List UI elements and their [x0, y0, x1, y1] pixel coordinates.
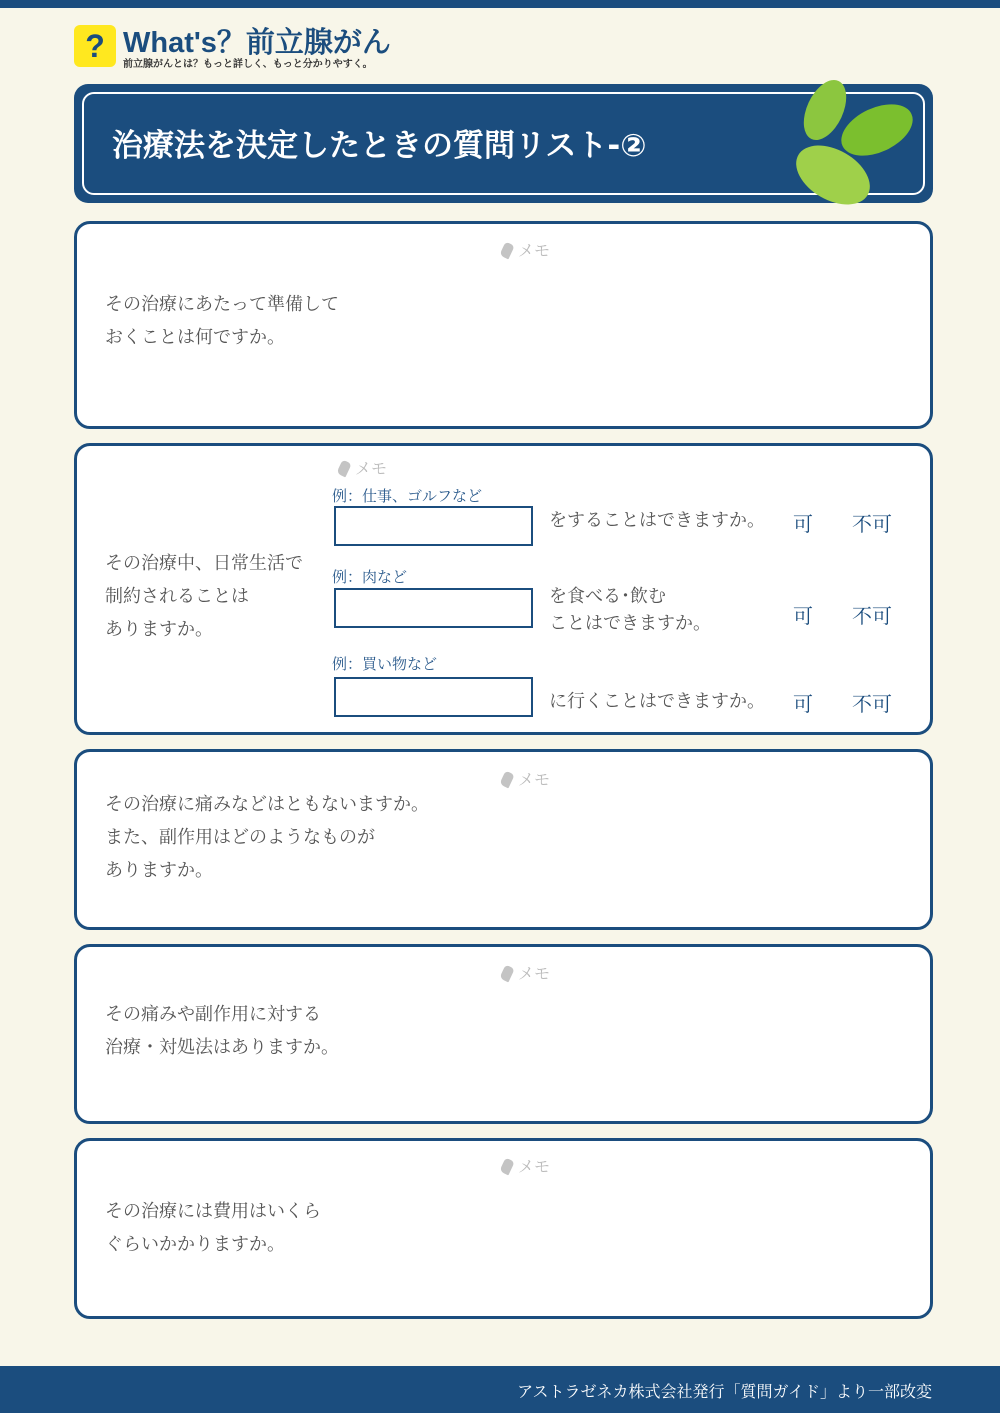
question-text: その治療には費用はいくら ぐらいかかりますか。	[105, 1201, 321, 1255]
example-label: 例：買い物など	[332, 655, 438, 673]
question-card-3	[74, 749, 933, 930]
pencil-icon	[499, 1158, 514, 1176]
footer-credit: アストラゼネカ株式会社発行「質問ガイド」より一部改変	[517, 1382, 932, 1401]
logo-question-icon: ?	[74, 25, 116, 67]
leaves-icon	[785, 70, 925, 215]
memo-label	[502, 961, 550, 984]
logo-title: What's？前立腺がん	[123, 27, 391, 59]
footer	[0, 1366, 1000, 1413]
pencil-icon	[336, 460, 351, 478]
row-text: に行くことはできますか。	[549, 691, 765, 712]
question-text: その治療に痛みなどはともないますか。 また、副作用はどのようなものが ありますか。	[105, 794, 429, 881]
memo-label	[502, 238, 550, 261]
memo-label	[339, 456, 387, 479]
memo-text: メモ	[518, 241, 551, 260]
option-yes[interactable]: 可	[793, 512, 813, 536]
pencil-icon	[499, 242, 514, 260]
question-text: その治療中、日常生活で 制約されることは ありますか。	[105, 553, 303, 640]
memo-text: メモ	[518, 1157, 551, 1176]
memo-text: メモ	[355, 459, 388, 478]
answer-input-activity[interactable]	[334, 506, 533, 546]
option-yes[interactable]: 可	[793, 604, 813, 628]
question-text: その痛みや副作用に対する 治療・対処法はありますか。	[105, 1004, 339, 1058]
memo-text: メモ	[518, 964, 551, 983]
question-card-2	[74, 443, 933, 735]
pencil-icon	[499, 771, 514, 789]
top-bar	[0, 0, 1000, 8]
answer-input-food[interactable]	[334, 588, 533, 628]
example-label: 例：肉など	[332, 568, 408, 586]
memo-text: メモ	[518, 770, 551, 789]
option-no[interactable]: 不可	[852, 512, 892, 536]
question-card-5	[74, 1138, 933, 1319]
memo-label	[502, 767, 550, 790]
question-text: その治療にあたって準備して おくことは何ですか。	[105, 294, 339, 348]
pencil-icon	[499, 965, 514, 983]
option-no[interactable]: 不可	[852, 604, 892, 628]
option-yes[interactable]: 可	[793, 692, 813, 716]
question-card-1	[74, 221, 933, 429]
page-title: 治療法を決定したときの質問リスト-②	[112, 128, 647, 164]
option-no[interactable]: 不可	[852, 692, 892, 716]
row-text: を食べる･飲む ことはできますか。	[549, 586, 711, 634]
row-text: をすることはできますか。	[549, 510, 765, 531]
answer-input-outing[interactable]	[334, 677, 533, 717]
example-label: 例：仕事、ゴルフなど	[332, 487, 483, 505]
logo-subtitle: 前立腺がんとは？もっと詳しく、もっと分かりやすく。	[123, 59, 373, 70]
question-card-4	[74, 944, 933, 1124]
memo-label	[502, 1154, 550, 1177]
